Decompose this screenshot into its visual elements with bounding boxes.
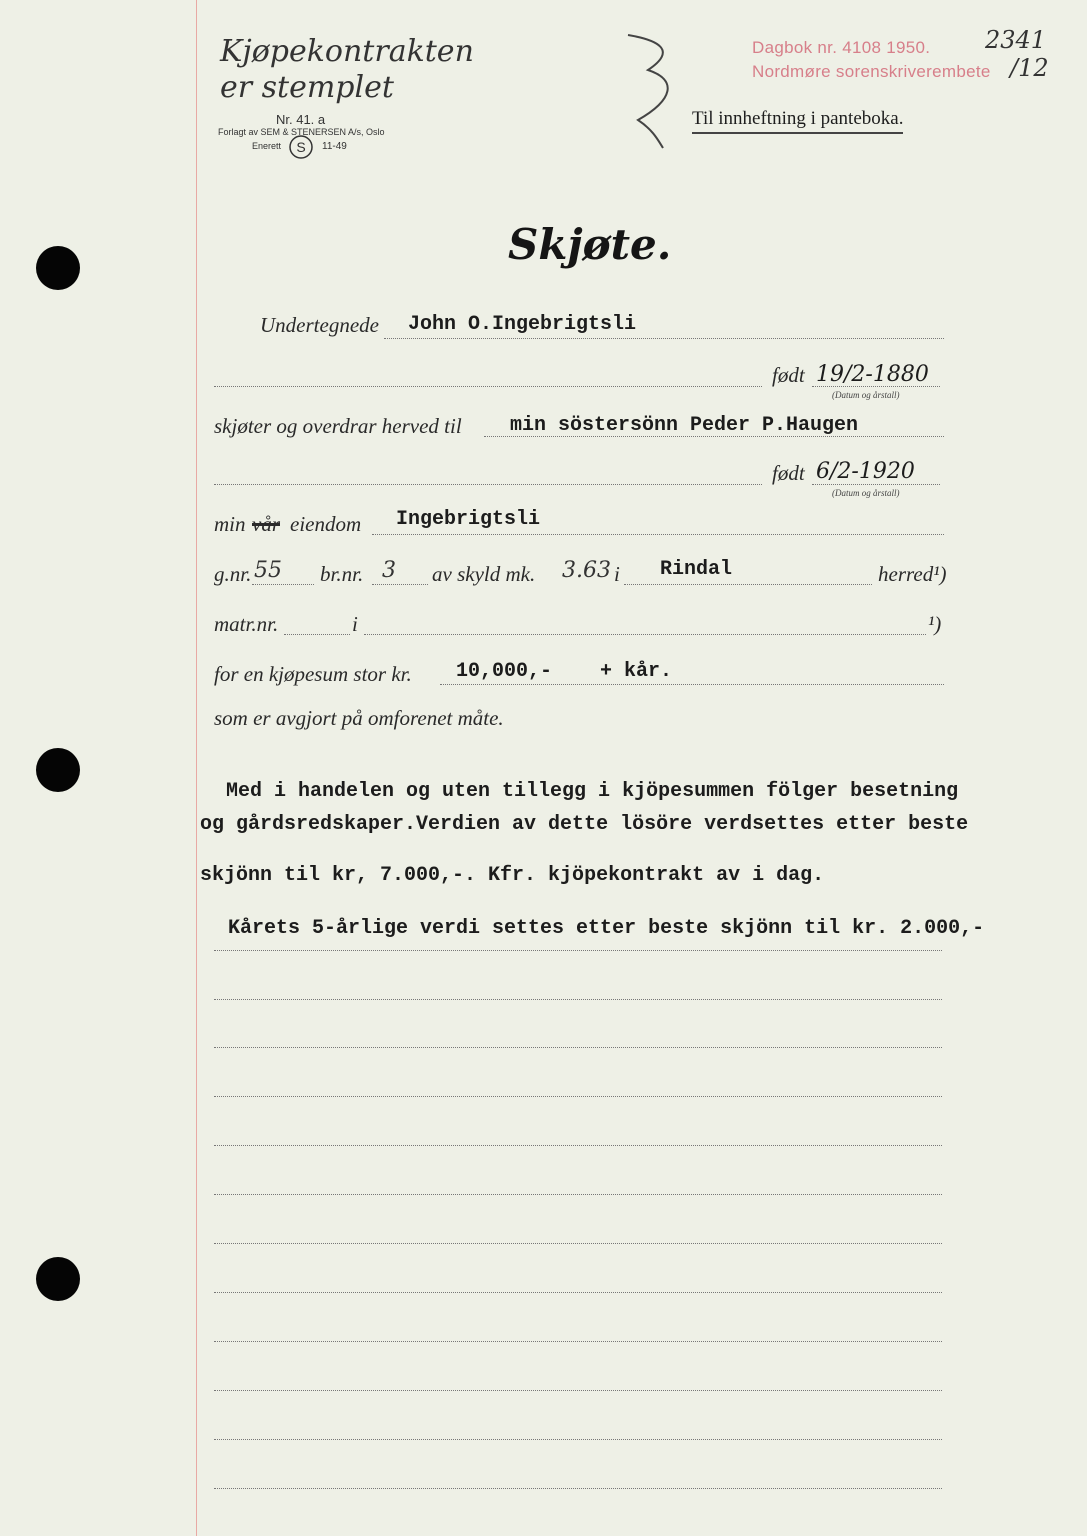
transfer-label: skjøter og overdrar herved til — [214, 414, 462, 438]
empty-line — [214, 1390, 942, 1391]
bnr-dotted-line — [372, 584, 428, 585]
margin-rule — [196, 0, 197, 1536]
property-label-struck: vår — [252, 512, 280, 536]
born-value-2-line — [812, 484, 940, 485]
handwritten-corner-number: 2341 — [985, 26, 1047, 54]
property-dotted-line — [372, 534, 944, 535]
born-1-dotted-line — [214, 386, 762, 387]
undersigned-value: John O.Ingebrigtsli — [408, 313, 637, 336]
form-edition: 11-49 — [322, 141, 347, 152]
punch-hole-top — [36, 246, 80, 290]
empty-line — [214, 950, 942, 951]
settled-text: som er avgjort på omforenet måte. — [214, 706, 504, 730]
empty-line — [214, 1439, 942, 1440]
price-extra: + kår. — [600, 660, 673, 683]
filing-note: Til innheftning i panteboka. — [692, 108, 903, 134]
born-value-1-line — [812, 386, 940, 387]
empty-line — [214, 1194, 942, 1195]
born-label-1: født — [772, 363, 805, 387]
document-title: Skjøte. — [508, 220, 672, 269]
bnr-label: br.nr. — [320, 562, 364, 586]
form-exclusive: Enerett — [252, 141, 282, 151]
handwritten-brace-mark — [618, 30, 698, 150]
transfer-dotted-line — [484, 436, 944, 437]
matr-footnote: ¹) — [928, 612, 942, 636]
property-label-min: min — [214, 512, 246, 536]
skyld-value: 3.63 — [562, 558, 611, 583]
matr-place-dotted-line — [364, 634, 926, 635]
body-line-2: og gårdsredskaper.Verdien av dette lösöre verdsettes etter beste — [200, 813, 969, 836]
punch-hole-bottom — [36, 1257, 80, 1301]
empty-line — [214, 1341, 942, 1342]
punch-hole-middle — [36, 748, 80, 792]
empty-line — [214, 1145, 942, 1146]
price-value: 10,000,- — [456, 660, 553, 683]
stamp-line2: Nordmøre sorenskriverembete — [752, 62, 991, 81]
transfer-value: min söstersönn Peder P.Haugen — [510, 414, 859, 437]
matr-dotted-line — [284, 634, 350, 635]
undersigned-dotted-line — [384, 338, 944, 339]
price-label: for en kjøpesum stor kr. — [214, 662, 412, 686]
matr-label: matr.nr. — [214, 612, 279, 636]
born-2-dotted-line — [214, 484, 762, 485]
herred-label: herred¹) — [878, 562, 947, 586]
body-line-4: Kårets 5-årlige verdi settes etter beste skjönn til kr. 2.000,- — [228, 917, 985, 940]
stamp-line1: Dagbok nr. 4108 1950. — [752, 38, 931, 57]
empty-line — [214, 1243, 942, 1244]
form-publisher: Forlagt av SEM & STENERSEN A/s, Oslo — [218, 127, 385, 137]
born-label-2: født — [772, 461, 805, 485]
born-value-2: 6/2-1920 — [816, 459, 915, 484]
gnr-value: 55 — [254, 558, 282, 583]
gnr-dotted-line — [252, 584, 314, 585]
handwritten-note-line2: er stemplet — [220, 70, 394, 105]
form-number: Nr. 41. a — [276, 112, 326, 127]
svg-text:S: S — [296, 139, 306, 155]
skyld-label: av skyld mk. — [432, 562, 536, 586]
handwritten-note-line1: Kjøpekontrakten — [220, 34, 474, 69]
herred-in-label: i — [614, 562, 620, 586]
empty-line — [214, 1488, 942, 1489]
matr-in-label: i — [352, 612, 358, 636]
gnr-label: g.nr. — [214, 562, 252, 586]
herred-value: Rindal — [660, 558, 733, 581]
date-hint-2: (Datum og årstall) — [832, 488, 900, 498]
handwritten-corner-suffix: /12 — [1010, 54, 1049, 82]
born-value-1: 19/2-1880 — [816, 362, 929, 387]
empty-line — [214, 999, 942, 1000]
bnr-value: 3 — [382, 558, 396, 583]
property-value: Ingebrigtsli — [396, 508, 541, 531]
publisher-logo-icon — [288, 134, 314, 160]
body-line-1: Med i handelen og uten tillegg i kjöpesummen fölger besetning — [226, 780, 959, 803]
herred-dotted-line — [624, 584, 872, 585]
date-hint-1: (Datum og årstall) — [832, 390, 900, 400]
empty-line — [214, 1096, 942, 1097]
price-dotted-line — [440, 684, 944, 685]
body-line-3: skjönn til kr, 7.000,-. Kfr. kjöpekontrakt av i dag. — [200, 864, 825, 887]
undersigned-label: Undertegnede — [260, 313, 379, 337]
empty-line — [214, 1047, 942, 1048]
empty-line — [214, 1292, 942, 1293]
property-label-eiendom: eiendom — [290, 512, 362, 536]
